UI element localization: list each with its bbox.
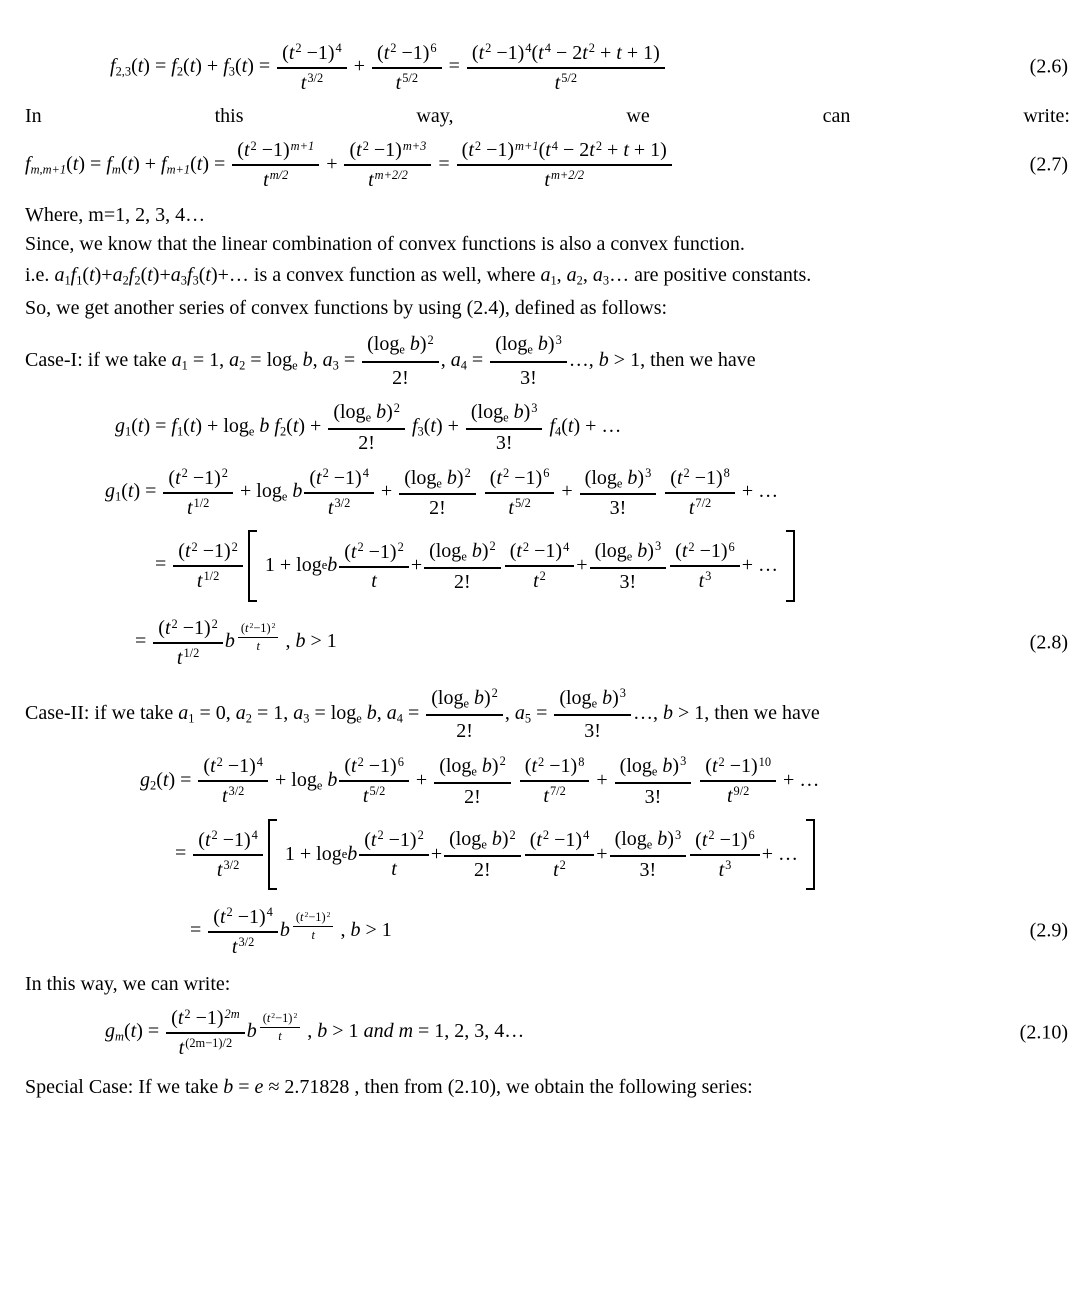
superscript: 8 [578,754,585,769]
para-ie [25,262,1070,289]
fraction: $\frac{(\log e b)^2}{2!}$ [444,827,521,882]
superscript: 2 [499,754,506,769]
superscript: m+2/2 [374,168,408,183]
superscript: 2 [509,827,516,842]
fraction: $\frac{(t^2 -1)^6}{t^3}$ [690,827,760,882]
superscript: 2 [171,616,178,631]
subscript: e [316,778,323,793]
superscript: 2 [559,857,566,872]
superscript: 2 [304,909,309,919]
superscript: 1/2 [203,569,220,584]
fraction: $\frac{(\log e b)^2}{2!}$ [426,684,503,745]
subscript: e [321,558,328,573]
para-case-1-content: Case-I: if we take a1 = 1, a2 = loge b, a3 = $\frac{(\log e b)^2}{2!}$ , a4 = $\frac{(\log e b)^3}{3!}$ …, b > 1, then we have [25,349,756,371]
superscript: m/2 [269,168,289,183]
superscript: 2 [595,138,603,153]
bracketed-group: 1 + log e b $\frac{(t^2 -1)^2}{t}$ + $\frac{(\log e b)^2}{2!}$ $\frac{(t^2 -1)^4}{t^2}$ + $\frac{(\log e b)^3}{3!}$ $\frac{(t^2 -1)^6}{t^3}$ + … [248,530,795,601]
superscript: 4 [525,41,532,55]
superscript: 6 [728,539,735,554]
fraction: $\frac{(\log e b)^2}{2!}$ [399,465,476,520]
fraction: $\frac{(t^2 -1)^2}{t^{1/2}}$ [173,539,243,594]
superscript: 2 [489,539,496,554]
subscript: 1 [125,424,132,439]
equation-g1-bracket-content: = $\frac{(t^2 -1)^2}{t^{1/2}}$ 1 + log e b $\frac{(t^2 -1)^2}{t}$ + $\frac{(\log e b)^2}{2!}$ $\frac{(t^2 -1)^4}{t^2}$ + $\frac{(\log e b)^3}{3!}$ $\frac{(t^2 -1)^6}{t^3}$ + … [155,530,798,601]
para-case-2-content: Case-II: if we take a1 = 0, a2 = 1, a3 = loge b, a4 = $\frac{(\log e b)^2}{2!}$ , a5 = $\frac{(\log e b)^3}{3!}$ …, b > 1, then we have [25,702,820,724]
fraction: $\frac{(t^2 -1)^2}{t}$ [339,539,409,593]
subscript: 3 [192,273,199,288]
para-so [25,295,1070,322]
fraction: $\frac{(t^2 -1)^{m+1}}{t^{m/2}}$ [232,138,319,193]
fraction: $\frac{(t^2 -1)^6}{t^3}$ [670,539,740,594]
equation-2-7-content: fm,m+1(t) = fm(t) + fm+1(t) = $\frac{(t^2 -1)^{m+1}}{t^{m/2}}$ + $\frac{(t^2 -1)^{m+3}}{t^{m+2/2}}$ = $\frac{(t^2 -1)^{m+1}(t^4 - 2t^2 + t + 1)}{t^{m+2/2}}$ [25,138,674,193]
superscript: 3/2 [223,857,240,872]
equation-g2-expanded [25,753,1070,808]
fraction: $\frac{(t^2 -1)^2}{t^{1/2}}$ [163,465,233,520]
superscript: 3 [705,569,712,584]
subscript: 2 [150,778,157,793]
fraction: $\frac{(t^2 -1)^4}{t^2}$ [525,827,595,882]
fraction: $\frac{(\log e b)^3}{3!}$ [610,827,687,882]
superscript: 3/2 [307,70,324,85]
fraction: $\frac{(t^2 -1)^4}{t^{3/2}}$ [304,465,374,520]
superscript: 3/2 [238,934,255,949]
fraction: $\frac{(t^2 -1)^4}{t^{3/2}}$ [208,904,278,959]
subscript: e [591,696,598,711]
bracketed-group: 1 + log e b $\frac{(t^2 -1)^2}{t}$ + $\frac{(\log e b)^2}{2!}$ $\frac{(t^2 -1)^4}{t^2}$ + $\frac{(\log e b)^3}{3!}$ $\frac{(t^2 -1)^6}{t^3}$ + … [268,819,815,890]
subscript: 1 [550,273,557,288]
superscript: 2 [522,539,530,554]
subscript: e [292,358,298,373]
subscript: m [115,1029,124,1044]
para-case-2 [25,684,1070,745]
fraction: $\frac{(t^2 -1)^2}{t^{1/2}}$ [153,616,223,671]
superscript: 4 [544,41,551,55]
superscript: m+3 [402,138,427,153]
subscript: 3 [332,358,339,373]
equation-2-9-content: = $\frac{(t^2 -1)^4}{t^{3/2}}$ b $^{\frac{(t^2-1)^2}{t}}$ , b > 1 [190,904,392,958]
equation-2-9 [25,904,1070,959]
superscript: 2 [485,41,492,55]
subscript: 3 [228,64,235,79]
fraction: $\frac{(t^2 -1)^4}{t^{3/2}}$ [193,827,263,882]
equation-2-6-content: f2,3(t) = f2(t) + f3(t) = $\frac{(t^2 -1)^4}{t^{3/2}}$ + $\frac{(t^2 -1)^6}{t^{5/2}}$ = $\frac{(t^2 -1)^4(t^4 - 2t^2 + t + 1)}{t^{5/2}}$ [110,40,667,95]
subscript: 3 [180,273,187,288]
superscript: 2 [322,466,329,481]
equation-g1-series [25,400,1070,455]
superscript: 1/2 [183,646,200,661]
superscript: 2 [538,754,545,769]
superscript: 6 [543,466,550,481]
superscript: 8 [723,466,730,481]
superscript: 3 [531,400,538,415]
subscript: 3 [303,711,310,726]
justified-word: can [822,104,851,127]
fraction: $\frac{(t^2 -1)^8}{t^{7/2}}$ [520,754,590,809]
superscript: 3 [725,857,732,872]
superscript: 3/2 [228,784,245,799]
superscript: 2 [588,41,595,55]
superscript: 2 [184,1006,191,1021]
justified-word: we [626,104,650,127]
para-where-content: Where, m=1, 2, 3, 4… [25,204,206,227]
superscript: 4 [551,138,558,153]
superscript: 2 [397,539,404,554]
subscript: e [646,837,653,852]
left-bracket [248,530,257,601]
superscript: 4 [266,904,273,919]
subscript: e [527,342,533,357]
superscript: 2 [211,827,218,842]
superscript: 9/2 [733,784,750,799]
subscript: 1 [64,273,71,288]
fraction: $\frac{(t^2 -1)^{2m}}{t^{(2m-1)/2}}$ [166,1006,245,1061]
equation-2-10-content: gm(t) = $\frac{(t^2 -1)^{2m}}{t^{(2m-1)/2}}$ b $^{\frac{(t^2-1)^2}{t}}$ , b > 1 and m = 1, 2, 3, 4… [105,1006,525,1060]
superscript: 2 [427,332,434,347]
equation-2-8-content: = $\frac{(t^2 -1)^2}{t^{1/2}}$ b $^{\frac{(t^2-1)^2}{t}}$ , b > 1 [135,616,337,670]
subscript: 2 [134,273,141,288]
superscript: 2 [683,466,690,481]
subscript: e [481,837,487,852]
superscript: 2 [718,754,725,769]
superscript: 6 [430,41,437,55]
fraction: $\frac{(\log e b)^2}{2!}$ [328,400,405,455]
superscript: 5/2 [402,70,419,85]
superscript: 2 [542,827,550,842]
equation-2-10 [25,1006,1070,1061]
equation-g1-series-content: g1(t) = f1(t) + loge b f2(t) + $\frac{(\log e b)^2}{2!}$ f3(t) + $\frac{(\log e b)^3}{3!}$ f4(t) + … [115,400,622,454]
subscript: e [248,424,255,439]
subscript: 4 [396,711,403,726]
subscript: 2 [122,273,129,288]
subscript: 2 [576,273,583,288]
superscript: 2 [250,138,257,153]
superscript: 2 [231,539,238,554]
equation-g1-expanded-content: g1(t) = $\frac{(t^2 -1)^2}{t^{1/2}}$ + loge b $\frac{(t^2 -1)^4}{t^{3/2}}$ + $\frac{(\log e b)^2}{2!}$ $\frac{(t^2 -1)^6}{t^{5/2}}$ + $\frac{(\log e b)^3}{3!}$ $\frac{(t^2 -1)^8}{t^{7/2}}$ + … [105,465,779,520]
left-bracket [268,819,277,890]
superscript: 2 [357,539,364,554]
superscript: 7/2 [549,784,566,799]
superscript: 3 [654,539,662,554]
subscript: 4 [460,358,467,373]
superscript: 2 [326,909,331,919]
superscript: 2 [221,466,228,481]
equation-number: (2.7) [1029,153,1068,176]
superscript: 6 [748,827,755,842]
equation-number: (2.8) [1029,631,1068,654]
superscript: 2 [293,1011,298,1021]
fraction: $\frac{(t^2 -1)^{m+1}(t^4 - 2t^2 + t + 1)}{t^{m+2/2}}$ [457,138,672,193]
superscript: 5/2 [369,784,386,799]
para-special-case-content: Special Case: If we take b = e ≈ 2.71828 , then from (2.10), we obtain the following series: [25,1076,753,1099]
superscript: 2 [362,138,369,153]
fraction: $\frac{(\log e b)^3}{3!}$ [490,330,567,391]
subscript: 3 [602,273,610,288]
subscript: 2 [245,711,252,726]
justified-line [25,105,1070,128]
superscript: m+1 [515,138,539,153]
subscript: e [436,476,442,491]
fraction: (t2−1)2 t [293,910,334,943]
subscript: e [651,764,658,779]
fraction: $\frac{(\log e b)^2}{2!}$ [424,538,501,593]
justified-word: way, [416,104,454,127]
superscript: 3 [619,686,626,701]
equation-number: (2.9) [1029,919,1068,942]
fraction: (t2−1)2 t [260,1011,301,1044]
superscript: 2 [539,569,546,584]
subscript: m [111,162,121,176]
superscript: 4 [256,754,263,769]
superscript: 3 [645,465,652,480]
superscript: 2 [377,828,384,843]
subscript: 1 [76,273,83,288]
superscript [291,909,336,942]
subscript: 4 [555,424,562,439]
subscript: e [616,476,623,491]
subscript: 2 [176,64,184,79]
para-ie-content: i.e. a1f1(t)+a2f2(t)+a3f3(t)+… is a convex function as well, where a1, a2, a3… are positive constants. [25,264,812,288]
subscript: 5 [524,711,532,726]
subscript: m,m+1 [30,162,67,176]
superscript: 3 [674,827,682,842]
superscript: 2 [417,828,424,843]
subscript: 1 [181,358,188,373]
subscript: e [356,711,362,726]
subscript: e [399,342,405,357]
superscript: 2 [295,41,302,55]
fraction: $\frac{(\log e b)^3}{3!}$ [466,400,543,455]
fraction: $\frac{(t^2 -1)^4}{t^{3/2}}$ [277,40,347,95]
justified-word: this [214,104,244,127]
fraction: $\frac{(t^2 -1)^4}{t^{3/2}}$ [198,754,268,809]
fraction: $\frac{(\log e b)^3}{3!}$ [615,753,692,808]
superscript: 1/2 [193,496,210,511]
superscript: 2 [271,621,276,631]
subscript: e [626,549,633,564]
superscript: 7/2 [695,496,712,511]
equation-number: (2.10) [1019,1021,1068,1044]
subscript: 3 [417,424,424,439]
subscript: e [365,410,372,425]
fraction: $\frac{(t^2 -1)^4(t^4 - 2t^2 + t + 1)}{t^{5/2}}$ [467,40,665,95]
superscript: (2m−1)/2 [185,1036,233,1051]
justified-word: In [25,104,42,127]
subscript: 2,3 [115,64,132,79]
superscript: 2 [491,686,498,701]
subscript: e [281,489,288,504]
superscript: 2 [249,621,254,631]
subscript: 2 [279,424,287,439]
fraction: $\frac{(\log e b)^3}{3!}$ [590,538,667,593]
superscript: m+1 [290,138,315,153]
superscript: 2 [688,539,695,554]
fraction: $\frac{(t^2 -1)^{m+3}}{t^{m+2/2}}$ [344,138,431,193]
equation-number: (2.6) [1029,55,1068,78]
fraction: $\frac{(\log e b)^3}{3!}$ [580,465,657,520]
fraction: (t2−1)2 t [238,621,279,654]
equation-g2-bracket-content: = $\frac{(t^2 -1)^4}{t^{3/2}}$ 1 + log e b $\frac{(t^2 -1)^2}{t}$ + $\frac{(\log e b)^2}{2!}$ $\frac{(t^2 -1)^4}{t^2}$ + $\frac{(\log e b)^3}{3!}$ $\frac{(t^2 -1)^6}{t^3}$ + … [175,819,818,890]
superscript: 2 [216,754,223,769]
subscript: e [503,410,509,425]
equation-2-8 [25,616,1070,671]
right-bracket [806,819,815,890]
superscript: m+2/2 [550,168,585,183]
subscript: e [341,846,348,861]
superscript: 5/2 [561,70,578,85]
fraction: $\frac{(\log e b)^2}{2!}$ [362,330,439,391]
superscript: 2 [474,138,482,153]
subscript: e [461,549,467,564]
right-bracket [786,530,795,601]
justified-word: write: [1023,104,1070,127]
superscript: 4 [362,466,369,481]
subscript: 2 [239,358,246,373]
fraction: $\frac{(\log e b)^3}{3!}$ [554,684,631,745]
fraction: $\frac{(t^2 -1)^2}{t}$ [359,827,429,881]
subscript: 1 [115,489,122,504]
para-case-1 [25,330,1070,391]
para-in-this-way [25,971,1070,998]
superscript: 2 [357,754,364,769]
fraction: $\frac{(t^2 -1)^4}{t^2}$ [505,539,575,594]
para-so-content: So, we get another series of convex functions by using (2.4), defined as follows: [25,297,668,320]
para-since-content: Since, we know that the linear combination of convex functions is also a convex function. [25,233,745,256]
superscript: 4 [335,41,342,55]
subscript: 1 [176,424,184,439]
para-where [25,202,1070,229]
superscript: 4 [251,827,258,842]
para-in-this-way-content: In this way, we can write: [25,972,231,995]
superscript: 6 [397,754,404,769]
superscript: 3 [555,332,562,347]
para-since [25,231,1070,258]
fraction: $\frac{(\log e b)^2}{2!}$ [434,753,511,808]
subscript: m+1 [166,162,191,176]
superscript: 2 [393,400,400,415]
superscript: 2 [503,466,510,481]
superscript: 2 [226,904,233,919]
superscript: 5/2 [514,496,531,511]
superscript: 2 [390,41,397,55]
superscript: 4 [583,827,590,842]
fraction: $\frac{(t^2 -1)^{10}}{t^{9/2}}$ [700,754,776,809]
fraction: $\frac{(t^2 -1)^6}{t^{5/2}}$ [339,754,409,809]
equation-g1-expanded [25,465,1070,520]
superscript: 2 [708,827,715,842]
fraction: $\frac{(t^2 -1)^6}{t^{5/2}}$ [372,40,442,95]
fraction: $\frac{(t^2 -1)^8}{t^{7/2}}$ [665,465,735,520]
superscript: 4 [563,539,570,554]
superscript: 2 [464,465,471,480]
superscript [258,1011,303,1044]
para-special-case [25,1074,1070,1101]
equation-2-7 [25,138,1070,193]
equation-g2-bracket [25,819,1070,890]
superscript: 2m [224,1006,240,1021]
superscript: 2 [271,1011,276,1021]
superscript: 3 [680,754,687,769]
superscript: 3/2 [334,496,351,511]
superscript: 2 [211,616,218,631]
subscript: 1 [188,711,195,726]
superscript: 2 [181,466,188,481]
subscript: e [463,696,469,711]
equation-g1-bracket [25,530,1070,601]
fraction: $\frac{(t^2 -1)^6}{t^{5/2}}$ [485,465,555,520]
superscript [236,621,281,654]
equation-g2-expanded-content: g2(t) = $\frac{(t^2 -1)^4}{t^{3/2}}$ + loge b $\frac{(t^2 -1)^6}{t^{5/2}}$ + $\frac{(\log e b)^2}{2!}$ $\frac{(t^2 -1)^8}{t^{7/2}}$ + $\frac{(\log e b)^3}{3!}$ $\frac{(t^2 -1)^{10}}{t^{9/2}}$ + … [140,754,820,808]
superscript: 2 [191,539,198,554]
subscript: e [471,764,477,779]
equation-2-6 [25,40,1070,95]
superscript: 10 [758,754,772,769]
